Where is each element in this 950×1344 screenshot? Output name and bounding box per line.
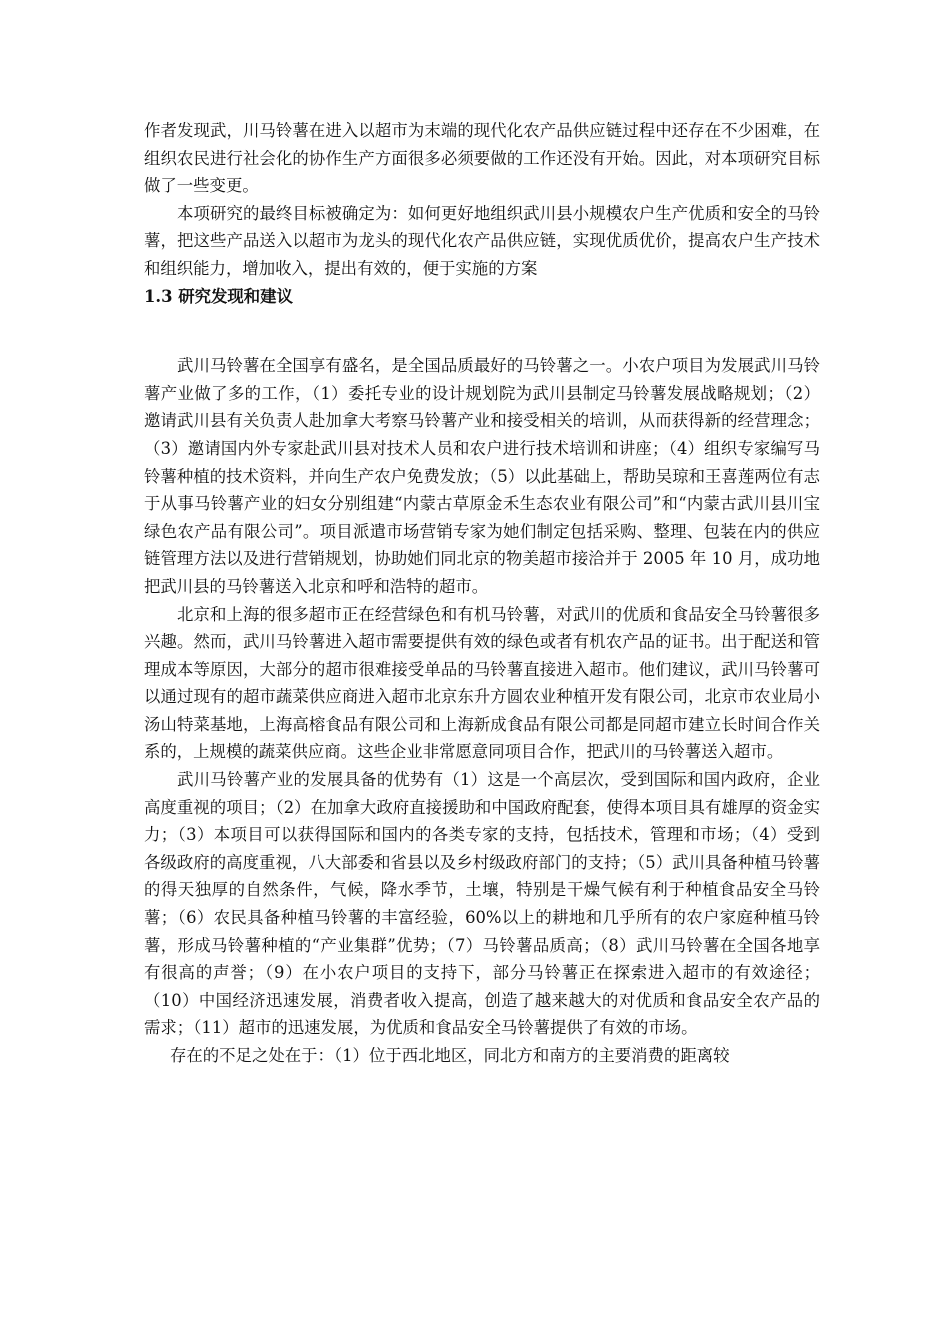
section-heading: 1.3 研究发现和建议	[144, 286, 293, 306]
paragraph: 武川马铃薯产业的发展具备的优势有（1）这是一个高层次，受到国际和国内政府，企业高度重视的项目；（2）在加拿大政府直接援助和中国政府配套，使得本项目具有雄厚的资金实力；（3）本项目可以获得国际和国内的各类专家的支持，包括技术，管理和市场；（4）受到各级政府的高度重视，八大部委和省县以及乡村级政府部门的支持；（5）武川具备种植马铃薯的得天独厚的自然条件，气候，降水季节，土壤，特别是干燥气候有利于种植食品安全马铃薯；（6）农民具备种植马铃薯的丰富经验，60%以上的耕地和几乎所有的农户家庭种植马铃薯，形成马铃薯种植的“产业集群”优势；（7）马铃薯品质高；（8）武川马铃薯在全国各地享有很高的声誉；（9）在小农户项目的支持下，部分马铃薯正在探索进入超市的有效途径；（10）中国经济迅速发展，消费者收入提高，创造了越来越大的对优质和食品安全农产品的需求；（11）超市的迅速发展，为优质和食品安全马铃薯提供了有效的市场。	[144, 770, 820, 1038]
blank-line	[144, 310, 820, 352]
document-body	[144, 117, 820, 1070]
paragraph: 存在的不足之处在于：（1）位于西北地区，同北方和南方的主要消费的距离较	[170, 1046, 730, 1065]
paragraph: 本项研究的最终目标被确定为：如何更好地组织武川县小规模农户生产优质和安全的马铃薯，把这些产品送入以超市为龙头的现代化农产品供应链，实现优质优价，提高农户生产技术和组织能力，增加收入，提出有效的，便于实施的方案	[144, 203, 820, 278]
paragraph: 作者发现武，川马铃薯在进入以超市为末端的现代化农产品供应链过程中还存在不少困难，在组织农民进行社会化的协作生产方面很多必须要做的工作还没有开始。因此，对本项研究目标做了一些变更。	[144, 121, 820, 196]
paragraph: 武川马铃薯在全国享有盛名，是全国品质最好的马铃薯之一。小农户项目为发展武川马铃薯产业做了多的工作，（1）委托专业的设计规划院为武川县制定马铃薯发展战略规划；（2）邀请武川县有关负责人赴加拿大考察马铃薯产业和接受相关的培训，从而获得新的经营理念；（3）邀请国内外专家赴武川县对技术人员和农户进行技术培训和讲座；（4）组织专家编写马铃薯种植的技术资料，并向生产农户免费发放；（5）以此基础上，帮助吴琼和王喜莲两位有志于从事马铃薯产业的妇女分别组建“内蒙古草原金禾生态农业有限公司”和“内蒙古武川县川宝绿色农产品有限公司”。项目派遣市场营销专家为她们制定包括采购、整理、包装在内的供应链管理方法以及进行营销规划，协助她们同北京的物美超市接洽并于 2005 年 10 月，成功地把武川县的马铃薯送入北京和呼和浩特的超市。	[144, 356, 820, 596]
paragraph: 北京和上海的很多超市正在经营绿色和有机马铃薯，对武川的优质和食品安全马铃薯很多兴趣。然而，武川马铃薯进入超市需要提供有效的绿色或者有机农产品的证书。出于配送和管理成本等原因，大部分的超市很难接受单品的马铃薯直接进入超市。他们建议，武川马铃薯可以通过现有的超市蔬菜供应商进入超市北京东升方圆农业种植开发有限公司，北京市农业局小汤山特菜基地，上海高榕食品有限公司和上海新成食品有限公司都是同超市建立长时间合作关系的，上规模的蔬菜供应商。这些企业非常愿意同项目合作，把武川的马铃薯送入超市。	[144, 604, 820, 762]
